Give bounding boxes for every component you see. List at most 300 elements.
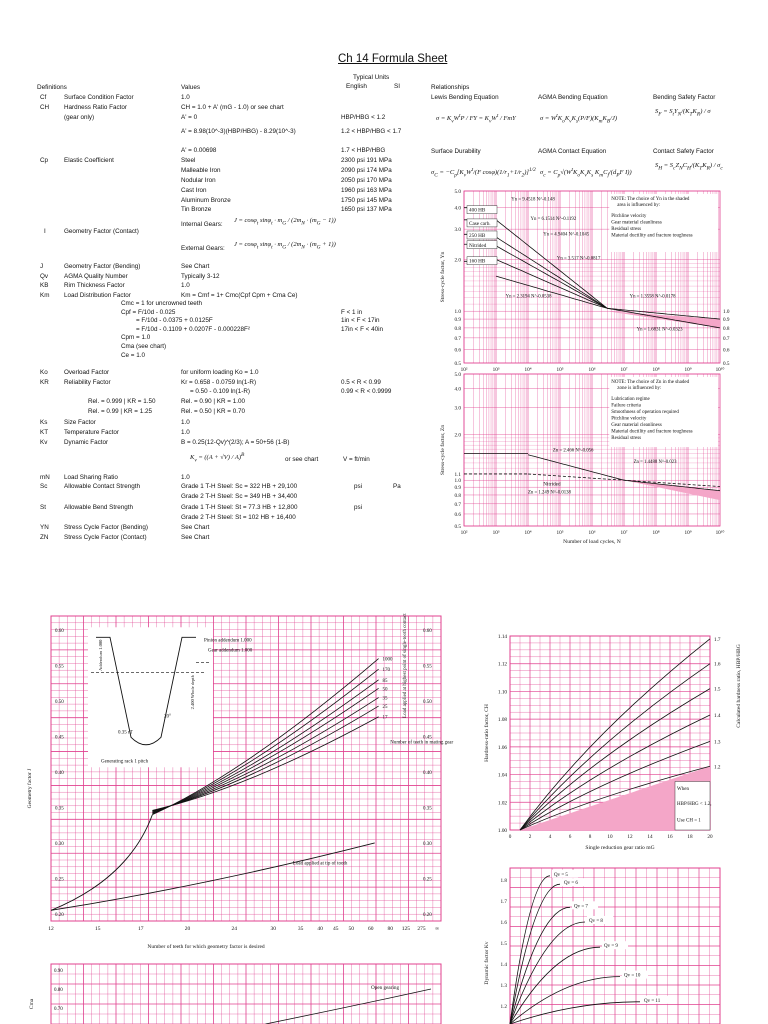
- row-value: Malleable Iron: [181, 167, 221, 174]
- y-axis-label: Geometry factor J: [27, 768, 33, 809]
- stress-equation: Zn = 1.249 N^-0.0138: [528, 490, 571, 496]
- note-item: Pitchline velocity: [611, 416, 647, 422]
- y-tick-label-right: 0.8: [723, 325, 730, 332]
- row-value: Rel. = 0.50 | KR = 0.70: [181, 408, 245, 415]
- stress-equation: Zn = 2.466 N^-0.056: [552, 448, 594, 454]
- note-item: Gear material cleanliness: [611, 423, 662, 428]
- y-axis-label: Stress-cycle factor, Zn: [440, 424, 446, 476]
- x-tick-label: 10⁶: [588, 367, 596, 373]
- whole-depth-dim: 2.400 Whole depth: [190, 675, 195, 710]
- row-definition: Load Distribution Factor: [64, 291, 131, 299]
- x-tick-label: 16: [667, 834, 673, 840]
- km-line: = F/10d - 0.1109 + 0.0207F - 0.000228F²: [136, 325, 251, 333]
- note-when: When: [677, 786, 689, 792]
- addendum-dim: Addendum 1.000: [98, 639, 103, 671]
- row-definition: Allowable Contact Strength: [64, 483, 140, 490]
- curve-label: 1000: [382, 657, 393, 663]
- row-unit: psi: [354, 483, 363, 490]
- row-definition: Stress Cycle Factor (Contact): [64, 534, 147, 541]
- curve-label: 35: [382, 696, 388, 702]
- y-axis-label: Stress-cycle factor, Yn: [440, 251, 446, 303]
- ratio-label: 1.2: [714, 764, 721, 771]
- y-tick-label: 0.5: [454, 524, 461, 530]
- agma-bend-eq: $\sigma = W^tK_oK_vK_s(P/F)(K_mK_B/J)$: [540, 113, 618, 125]
- x-tick-label: 10⁷: [620, 530, 628, 536]
- row-symbol: Sc: [40, 483, 48, 490]
- gear-addendum-label: Gear addendum 1.000: [208, 648, 253, 654]
- note-item: Lubrication regime: [611, 397, 650, 402]
- y-tick-label: 0.5: [454, 361, 461, 367]
- row-value: 1.0: [181, 429, 190, 436]
- y-tick-label: 3.0: [454, 405, 461, 412]
- y-tick-label: 0.45: [55, 735, 64, 741]
- km-line: Cpm = 1.0: [121, 334, 151, 342]
- x-tick-label: 10⁴: [524, 367, 532, 373]
- y-tick-label-right: 0.25: [423, 877, 432, 883]
- y-tick-label: 1.4: [500, 962, 507, 968]
- right-axis-label: Calculated hardness ratio, HBP/HBG: [736, 644, 742, 728]
- row-value: CH = 1.0 + A' (mG - 1.0) or see chart: [181, 104, 284, 111]
- row-symbol: Ko: [40, 369, 48, 376]
- row-symbol: Cf: [40, 94, 47, 101]
- row-unit: psi: [354, 504, 363, 511]
- row-value: 1.0: [181, 419, 190, 426]
- contact-sf-eq: $S_H = S_cZ_NC_H/(K_TK_R) / \sigma_c$: [655, 162, 723, 172]
- row-unit: 1650 psi 137 MPa: [341, 206, 392, 213]
- y-tick-label-right: 0.55: [423, 664, 432, 670]
- row-value: Grade 1 T-H Steel: St = 77.3 HB + 12,800: [181, 504, 298, 511]
- x-tick-label: 10⁶: [588, 530, 596, 536]
- row-symbol: KT: [40, 429, 49, 436]
- y-tick-label: 1.6: [500, 920, 507, 926]
- y-tick-label: 0.25: [55, 877, 64, 883]
- external-gears-label: External Gears:: [181, 245, 225, 252]
- x-tick-label: 4: [548, 834, 552, 840]
- y-axis-label: Dynamic factor Kv: [484, 941, 490, 985]
- x-axis-label: Single reduction gear ratio mG: [585, 845, 655, 851]
- y-tick-label-right: 0.9: [723, 317, 730, 324]
- y-tick-label: 1.00: [497, 828, 507, 834]
- ratio-label: 1.5: [714, 686, 721, 693]
- row-definition: Overload Factor: [64, 369, 110, 376]
- row-value: Grade 1 T-H Steel: Sc = 322 HB + 29,100: [181, 483, 298, 490]
- x-tick-label: 20: [184, 926, 191, 932]
- y-tick-label: 2.0: [454, 257, 461, 264]
- pressure-angle-label: 20°: [164, 714, 171, 720]
- note-subtitle: zone is influenced by:: [617, 386, 662, 391]
- kv-units: V = ft/min: [343, 456, 370, 463]
- open-gearing-label: Open gearing: [371, 985, 400, 991]
- row-definition: Load Sharing Ratio: [64, 474, 118, 481]
- y-tick-label: 1.06: [497, 744, 507, 751]
- y-tick-label: 0.40: [55, 771, 64, 777]
- y-tick-label: 4.0: [454, 205, 461, 212]
- curve-label: 25: [382, 705, 388, 711]
- material-label: Nitrided: [543, 481, 561, 488]
- row-definition: Geometry Factor (Bending): [64, 263, 141, 270]
- tip-load-label: Load applied at tip of tooth: [292, 861, 348, 867]
- row-symbol: Qv: [40, 272, 49, 280]
- y-tick-label: 1.04: [497, 772, 507, 779]
- cma-chart: [18, 960, 473, 1024]
- row-definition: Size Factor: [64, 419, 96, 426]
- x-tick-label: 12: [48, 926, 54, 932]
- y-tick-label-right: 0.35: [423, 806, 432, 812]
- material-label: 160 HB: [469, 258, 486, 265]
- x-tick-label: 10³: [492, 530, 500, 536]
- row-value: 1.0: [181, 474, 190, 481]
- note-item: Residual stress: [611, 227, 642, 232]
- x-tick-label: 10⁵: [556, 530, 564, 536]
- row-definition: Hardness Ratio Factor: [64, 104, 127, 111]
- surface-title: Surface Durability: [431, 148, 481, 155]
- x-tick-label: 2: [528, 834, 532, 840]
- row-value: Kr = 0.658 - 0.0759 ln(1-R): [181, 379, 257, 386]
- note-item: Pitchline velocity: [611, 214, 647, 219]
- ch-chart: [476, 628, 756, 860]
- x-axis-label: Number of teeth for which geometry factor is desired: [147, 944, 265, 950]
- y-tick-label: 0.6: [454, 347, 461, 354]
- y-tick-label: 0.7: [454, 335, 461, 342]
- x-tick-label: 10¹⁰: [715, 530, 725, 536]
- row-symbol: St: [40, 504, 46, 511]
- material-label: 400 HB: [469, 207, 486, 214]
- x-tick-label: 80: [387, 926, 394, 932]
- row-definition: AGMA Quality Number: [64, 272, 128, 280]
- y-tick-label: 5.0: [454, 189, 461, 195]
- row-symbol: CH: [40, 104, 50, 111]
- row-value: Typically 3-12: [181, 272, 220, 280]
- geometry-symbol: I: [44, 228, 46, 235]
- curve-label: 85: [382, 678, 388, 684]
- y-tick-label: 4.0: [454, 386, 461, 393]
- y-tick-label: 1.08: [497, 717, 507, 724]
- ratio-label: 1.6: [714, 661, 721, 668]
- x-tick-label: 24: [231, 926, 238, 932]
- x-tick-label: 10⁵: [556, 367, 564, 373]
- definitions-header: Definitions: [37, 84, 67, 91]
- ratio-label: 1.7: [714, 636, 721, 643]
- row-unit: 1.2 < HBP/HBG < 1.7: [341, 128, 402, 135]
- kv-label: Qv = 6: [564, 881, 578, 887]
- row-definition: Stress Cycle Factor (Bending): [64, 524, 148, 531]
- x-tick-label: 15: [95, 926, 101, 932]
- note-item: Material ductility and fracture toughness: [611, 429, 693, 435]
- material-label: 250 HB: [469, 232, 486, 239]
- x-tick-label: 10⁹: [684, 530, 692, 536]
- row-definition: Rel. = 0.99 | KR = 1.25: [88, 408, 152, 415]
- lewis-title: Lewis Bending Equation: [431, 94, 499, 101]
- kv-label: Qv = 7: [574, 904, 588, 910]
- english-header: English: [346, 83, 367, 90]
- internal-gears-eq: J = cosφ$_t$ $\sin\varphi_t \cdot m_G / (2m_N \cdot (m_G - 1))$: [234, 217, 336, 227]
- pinion-addendum-label: Pinion addendum 1.000: [204, 638, 252, 644]
- y-tick-label: 0.7: [454, 501, 461, 508]
- row-unit: 1.7 < HBP/HBG: [341, 147, 386, 154]
- row-definition: Rel. = 0.999 | KR = 1.50: [88, 398, 156, 405]
- x-tick-label: 10²: [460, 530, 468, 536]
- km-line: Cma (see chart): [121, 343, 167, 350]
- y-tick-label: 0.50: [55, 700, 64, 706]
- y-tick-label: 0.8: [454, 325, 461, 332]
- stress-equation: Yn = 1.6831 N^-0.0323: [636, 327, 683, 333]
- row-value: A' = 0: [181, 114, 198, 121]
- y-tick-label: 1.8: [500, 878, 507, 884]
- x-tick-label: 12: [627, 834, 633, 840]
- hpstc-label: Load applied at highest point of single-tooth contact: [402, 613, 408, 718]
- row-unit: HBP/HBG < 1.2: [341, 114, 386, 121]
- curve-label: 170: [382, 668, 390, 674]
- x-tick-label: 50: [348, 926, 355, 932]
- y-tick-label: 2.0: [454, 432, 461, 439]
- row-value: See Chart: [181, 263, 210, 270]
- row-symbol: ZN: [40, 534, 49, 541]
- note-title: NOTE: The choice of Yn in the shaded: [611, 197, 690, 202]
- y-tick-label: 0.55: [55, 664, 64, 670]
- y-tick-label: 0.70: [54, 1007, 63, 1012]
- y-tick-label: 1.0: [454, 478, 461, 485]
- x-tick-label: 60: [368, 926, 374, 932]
- row-value: 1.0: [181, 282, 190, 289]
- y-tick-label: 0.6: [454, 511, 461, 518]
- bend-sf-eq: $S_F = S_tY_N/(K_TK_R) / \sigma$: [655, 108, 711, 118]
- agma-contact-eq: $\sigma_c = C_p√(W^tK_oK_vK_s$ $K_mC_f/(d_PF$ I)): [540, 167, 632, 179]
- note-item: Failure criteria: [611, 403, 641, 409]
- x-tick-label: 10²: [460, 367, 468, 373]
- km-line: Cpf = F/10d - 0.025: [121, 308, 176, 316]
- row-value: A' = 8.98(10^-3)(HBP/HBG) - 8.29(10^-3): [181, 128, 296, 135]
- row-unit: 2300 psi 191 MPa: [341, 157, 392, 164]
- y-tick-label-right: 0.20: [423, 912, 432, 918]
- row-symbol: KR: [40, 379, 49, 386]
- stress-equation: Yn = 4.9404 N^-0.1045: [543, 232, 590, 238]
- y-axis-label: Cma: [29, 998, 35, 1010]
- row-value: Steel: [181, 157, 196, 164]
- row-value: Km = Cmf = 1+ Cmc(Cpf Cpm + Cma Ce): [181, 291, 298, 299]
- x-tick-label: 10: [607, 834, 613, 840]
- km-line: Cmc = 1 for uncrowned teeth: [121, 300, 203, 307]
- x-tick-label: 10¹⁰: [715, 367, 725, 373]
- y-tick-label: 1.0: [454, 309, 461, 316]
- row-definition: (gear only): [64, 114, 95, 121]
- y-tick-label: 1.7: [500, 899, 507, 905]
- row-unit: F < 1 in: [341, 308, 363, 316]
- row-definition: Dynamic Factor: [64, 439, 109, 446]
- material-label: Case carb.: [469, 220, 491, 227]
- y-tick-label: 0.9: [454, 485, 461, 492]
- row-value: 1.0: [181, 94, 190, 101]
- row-unit: 17in < F < 40in: [341, 325, 384, 333]
- x-tick-label: 275: [417, 926, 426, 932]
- row-definition: Temperature Factor: [64, 429, 119, 436]
- y-tick-label: 0.8: [454, 492, 461, 499]
- curve-label: 50: [382, 687, 388, 693]
- row-value: Aluminum Bronze: [181, 197, 231, 204]
- note-item: Material ductility and fracture toughness: [611, 233, 693, 239]
- y-tick-label: 1.14: [497, 634, 507, 640]
- fillet-radius-label: 0.35 rT: [118, 730, 133, 736]
- y-tick-label-right: 0.6: [723, 347, 730, 354]
- y-tick-label-right: 0.40: [423, 771, 432, 777]
- x-tick-label: 125: [401, 926, 411, 932]
- mating-gear-label: Number of teeth in mating gear: [390, 740, 454, 746]
- geometry-definition: Geometry Factor (Contact): [64, 228, 139, 235]
- row-unit: 1in < F < 17in: [341, 317, 380, 325]
- row-value: See Chart: [181, 524, 210, 531]
- surface-eq: $\sigma_C = -C_p[K_vW^t/(F$ $\cos\varphi)(1/r_1+1/r_2)]^{1/2}$: [431, 167, 536, 179]
- y-tick-label: 0.35: [55, 806, 64, 812]
- kv-label: Qv = 5: [554, 872, 568, 878]
- row-value: A' = 0.00698: [181, 147, 217, 154]
- x-tick-label: 20: [707, 834, 713, 840]
- y-tick-label: 0.30: [55, 841, 64, 847]
- note-condition: HBP/HBG < 1.2,: [677, 802, 712, 808]
- stress-equation: Yn = 2.3194 N^-0.0538: [505, 294, 552, 300]
- y-tick-label: 1.1: [454, 471, 461, 478]
- row-symbol: KB: [40, 282, 49, 289]
- ratio-label: 1.3: [714, 739, 721, 746]
- x-tick-label: 30: [270, 926, 277, 932]
- row-symbol: Kv: [40, 439, 48, 446]
- external-gears-eq: J = cosφ$_t$ $\sin\varphi_t \cdot m_G / (2m_N \cdot (m_G + 1))$: [234, 241, 336, 251]
- curve-label: 17: [382, 715, 388, 721]
- kv-label: Qv = 9: [604, 944, 618, 950]
- note-item: Residual stress: [611, 436, 642, 441]
- contact-sf-title: Contact Safety Factor: [653, 148, 714, 155]
- row-definition: Elastic Coefficient: [64, 157, 114, 164]
- y-tick-label-right: 1.0: [723, 309, 730, 316]
- row-value: Nodular Iron: [181, 177, 216, 184]
- note-item: Smoothness of operation required: [611, 410, 679, 415]
- row-value: Grade 2 T-H Steel: Sc = 349 HB + 34,400: [181, 493, 298, 500]
- values-header: Values: [181, 84, 201, 91]
- y-tick-label: 5.0: [454, 372, 461, 378]
- note-subtitle: area is influenced by:: [617, 203, 661, 208]
- x-axis-label: Number of load cycles, N: [563, 539, 621, 545]
- km-line: = F/10d - 0.0375 + 0.0125F: [136, 317, 213, 325]
- stress-equation: Yn = 9.4518 N^-0.148: [511, 197, 555, 203]
- y-tick-label: 0.9: [454, 317, 461, 324]
- note-use: Use CH = 1: [677, 818, 701, 824]
- row-unit: 1960 psi 163 MPa: [341, 187, 392, 194]
- internal-gears-label: Internal Gears:: [181, 221, 223, 228]
- row-definition: Surface Condition Factor: [64, 94, 134, 101]
- row-unit: 1750 psi 145 MPa: [341, 197, 392, 204]
- kv-or-chart: or see chart: [285, 456, 319, 463]
- row-unit: 0.5 < R < 0.99: [341, 379, 381, 386]
- y-tick-label: 1.12: [497, 661, 507, 668]
- x-tick-label: 10⁸: [652, 530, 660, 536]
- x-tick-label: 10³: [492, 367, 500, 373]
- y-tick-label: 1.3: [500, 983, 507, 989]
- y-tick-label: 3.0: [454, 227, 461, 234]
- y-tick-label-right: 0.45: [423, 735, 432, 741]
- kv-equation: $K_v = ((A + √V) / A)^B$: [190, 452, 245, 464]
- note-title: NOTE: The choice of Zn in the shaded: [611, 380, 690, 385]
- x-tick-label: 0: [508, 834, 512, 840]
- y-tick-label: 0.90: [54, 969, 63, 974]
- stress-equation: Yn = 1.3558 N^-0.0178: [629, 294, 676, 300]
- zn-chart: [430, 366, 750, 556]
- y-tick-label-right: 0.30: [423, 841, 432, 847]
- y-tick-label-right: 0.7: [723, 335, 730, 342]
- row-definition: Reliability Factor: [64, 379, 111, 386]
- row-value: for uniform loading Ko = 1.0: [181, 369, 259, 376]
- y-tick-label-right: 0.5: [723, 361, 730, 367]
- x-tick-label: 14: [647, 834, 653, 840]
- ratio-label: 1.4: [714, 712, 721, 719]
- agma-bend-title: AGMA Bending Equation: [538, 94, 608, 101]
- row-value: = 0.50 - 0.109 ln(1-R): [190, 388, 251, 395]
- note-item: Gear material cleanliness: [611, 220, 662, 226]
- row-si: Pa: [393, 483, 401, 490]
- si-header: SI: [394, 83, 401, 90]
- kv-label: Qv = 11: [644, 998, 661, 1004]
- x-tick-label: 10⁹: [684, 367, 692, 373]
- y-tick-label: 1.5: [500, 941, 507, 947]
- kv-label: Qv = 10: [624, 973, 641, 979]
- x-tick-label: 10⁴: [524, 530, 532, 536]
- row-symbol: Cp: [40, 157, 49, 164]
- row-value: Cast Iron: [181, 187, 207, 194]
- row-value: Grade 2 T-H Steel: St = 102 HB + 16,400: [181, 514, 296, 521]
- y-tick-label: 1.10: [497, 689, 507, 696]
- relationships-header: Relationships: [431, 84, 470, 91]
- page-title: Ch 14 Formula Sheet: [338, 53, 448, 65]
- row-definition: Rim Thickness Factor: [64, 282, 125, 289]
- stress-equation: Yn = 3.517 N^-0.0817: [556, 256, 601, 262]
- row-unit: 2090 psi 174 MPa: [341, 167, 392, 174]
- typical-units-header: Typical Units: [353, 74, 390, 81]
- x-tick-label: 40: [317, 926, 323, 932]
- bend-sf-title: Bending Safety Factor: [653, 94, 716, 101]
- row-symbol: YN: [40, 524, 49, 531]
- row-value: Rel. = 0.90 | KR = 1.00: [181, 398, 245, 405]
- row-symbol: mN: [40, 474, 50, 481]
- stress-equation: Zn = 1.4488 N^-0.023: [633, 459, 677, 465]
- stress-equation: Yn = 6.1514 N^-0.1192: [530, 216, 577, 222]
- row-symbol: Km: [40, 291, 50, 299]
- row-symbol: J: [40, 263, 44, 270]
- lewis-eq: $\sigma = K_vW^tP$ / FY = $K_vW^t$ / FmY: [436, 113, 516, 125]
- y-tick-label-right: 0.60: [423, 629, 432, 635]
- y-axis-label: Hardness-ratio factor, CH: [484, 704, 490, 762]
- x-tick-label: 18: [687, 834, 693, 840]
- kv-label: Qv = 8: [589, 919, 603, 924]
- agma-contact-title: AGMA Contact Equation: [538, 148, 607, 155]
- x-tick-label: 10⁷: [620, 367, 628, 373]
- row-value: See Chart: [181, 534, 210, 541]
- x-tick-label: 8: [588, 834, 592, 840]
- x-tick-label: 45: [332, 926, 339, 932]
- kv-chart: [476, 862, 756, 1024]
- y-tick-label: 1.2: [500, 1004, 507, 1010]
- x-tick-label: 6: [568, 834, 572, 840]
- row-value: Tin Bronze: [181, 206, 212, 213]
- y-tick-label-right: 0.50: [423, 700, 432, 706]
- km-line: Ce = 1.0: [121, 351, 145, 359]
- row-definition: Allowable Bend Strength: [64, 504, 133, 511]
- x-tick-label: 35: [297, 926, 304, 932]
- x-tick-label: 17: [137, 926, 144, 932]
- row-unit: 0.99 < R < 0.9999: [341, 388, 392, 395]
- row-symbol: Ks: [40, 419, 48, 426]
- rack-caption: Generating rack 1 pitch: [101, 759, 149, 765]
- row-unit: 2050 psi 170 MPa: [341, 177, 392, 184]
- y-tick-label: 0.80: [54, 988, 63, 993]
- y-tick-label: 0.20: [55, 912, 64, 918]
- y-tick-label: 1.02: [497, 800, 507, 807]
